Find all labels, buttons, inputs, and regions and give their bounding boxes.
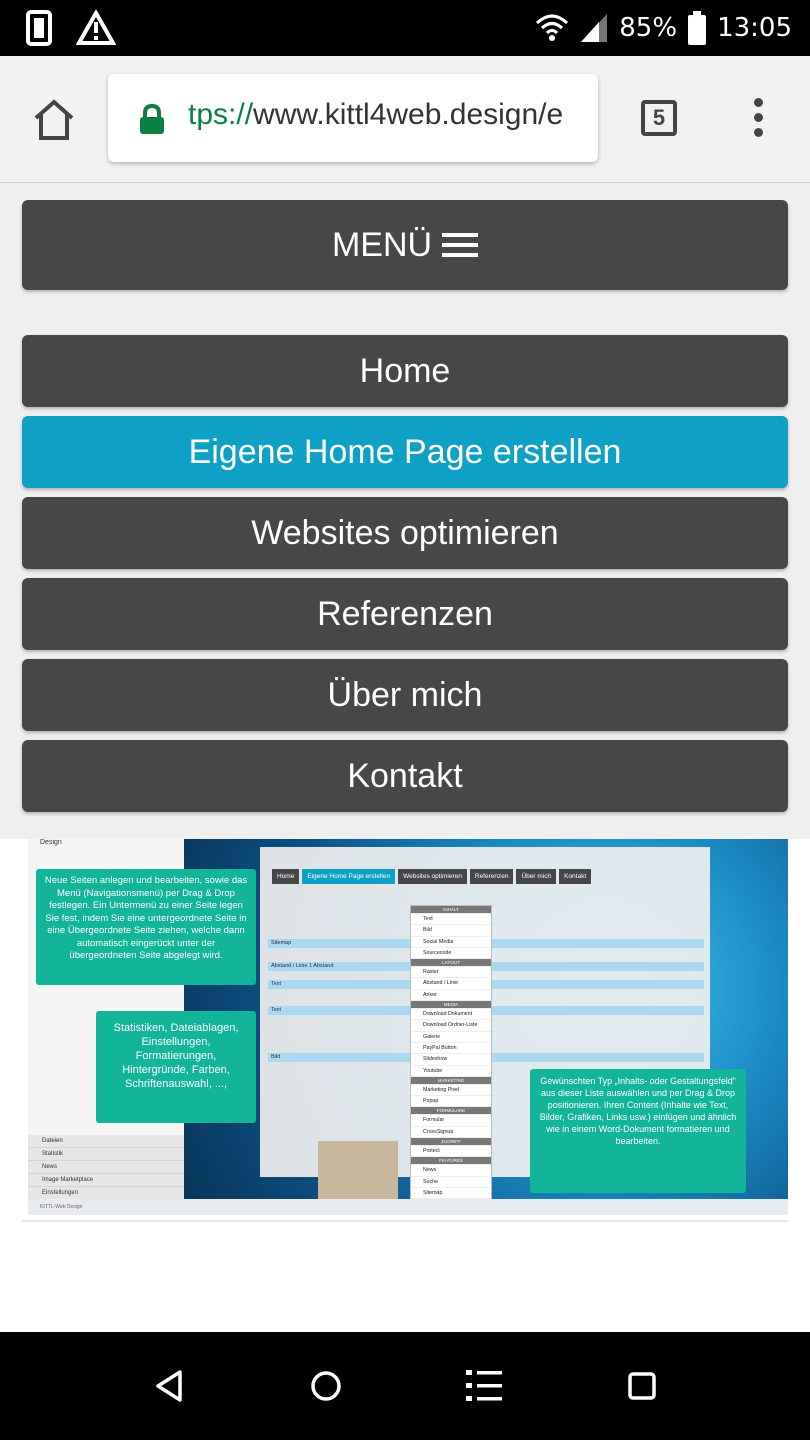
nav-item-websites-optimieren[interactable]: Websites optimieren [22,497,788,569]
callout-pages: Neue Seiten anlegen und bearbeiten, sowie das Menü (Navigationsmenü) per Drag & Drop festlegen. Ein Untermenü zu einer Seite legen Sie fest, indem Sie eine untergeordnete Seite in eine Übergeordnete Seite ziehen, welche dann automatisch eingerückt unter der übergeordneten Seite abgelegt wird. [36,869,256,985]
hamburger-icon [442,233,478,257]
menu-list-icon[interactable] [464,1366,504,1406]
menu-section-header: LAYOUT [411,959,491,967]
content-divider [22,1220,788,1222]
signal-icon [579,12,609,44]
menu-item: Abstand / Linie [411,978,491,989]
home-icon[interactable] [30,96,78,144]
nav-item-referenzen[interactable]: Referenzen [22,578,788,650]
screenshot-gallery-thumbnails [318,1141,398,1201]
menu-item: Marketing Pixel [411,1085,491,1096]
screenshot-site-nav [272,869,591,884]
menu-section-header: MARKETING [411,1077,491,1085]
cms-screenshot-image [28,839,788,1215]
menu-section-header: ZUGRIFF [411,1138,491,1146]
nav-menu [22,335,788,821]
back-icon[interactable] [150,1366,190,1406]
menu-item: PayPal Button [411,1043,491,1054]
menu-item: Text [411,914,491,925]
status-bar [0,0,810,56]
menu-item: Formular [411,1115,491,1126]
menu-section-header: MEDIA [411,1001,491,1009]
menu-item: Social Media [411,937,491,948]
menu-item: CrossSignup [411,1127,491,1138]
nav-item-home[interactable]: Home [22,335,788,407]
browser-toolbar [0,56,810,183]
screenshot-sidebar-title: Design [40,839,62,846]
screenshot-content-row: Text [268,1006,704,1015]
screenshot-sidebar-item: Dateien [28,1135,184,1148]
screenshot-nav-item: Über mich [516,869,556,884]
menu-item: Anker [411,990,491,1001]
menu-item: Download Dokument [411,1009,491,1020]
site-navigation [0,183,810,839]
menu-item: Youtube [411,1066,491,1077]
menu-item: News [411,1165,491,1176]
menu-item: Slideshow [411,1054,491,1065]
screenshot-sidebar-item: Einstellungen [28,1187,184,1200]
menu-item: Sourcecode [411,948,491,959]
screenshot-content-row: Abstand / Linie 1 Abstand [268,962,704,971]
screenshot-nav-item: Eigene Home Page erstellen [302,869,395,884]
url-host: www.kittl4web.design/e [253,98,564,131]
menu-item: Suche [411,1177,491,1188]
menu-toggle-button[interactable] [22,200,788,290]
menu-item: Bild [411,925,491,936]
menu-item: Popup [411,1096,491,1107]
battery-icon [687,11,707,45]
screenshot-nav-item: Referenzen [470,869,514,884]
screenshot-content-row: Sitemap [268,939,704,948]
screenshot-footer: KITTL-Web Design [28,1199,788,1215]
screenshot-nav-item: Kontakt [559,869,591,884]
recents-icon[interactable] [622,1366,662,1406]
tab-switcher-button[interactable]: 5 [641,100,677,136]
screenshot-content-type-menu [410,905,492,1207]
screenshot-nav-item: Home [272,869,299,884]
url-scheme: tps:// [188,98,254,131]
screenshot-nav-item: Websites optimieren [398,869,467,884]
menu-item: Protect [411,1146,491,1157]
callout-content-types: Gewünschten Typ „Inhalts- oder Gestaltungsfeld“ aus dieser Liste auswählen und per Drag & Drop positionieren. Ihren Content (Inhalte wie Text, Bilder, Grafiken, Links usw.) einfügen und ähnlich wie in einem Word-Dokument formatieren und bearbeiten. [530,1069,746,1193]
clock: 13:05 [717,13,792,43]
menu-section-header: FORMULARE [411,1107,491,1115]
screenshot-sidebar-item: News [28,1161,184,1174]
android-nav-bar [0,1332,810,1440]
url-text [188,98,588,132]
menu-label: MENÜ [331,225,433,264]
home-circle-icon[interactable] [306,1366,346,1406]
screenshot-content-row: Text [268,980,704,989]
menu-section-header: INHALT [411,906,491,914]
callout-settings: Statistiken, Dateiablagen, Einstellungen, Formatierungen, Hintergründe, Farben, Schriftenauswahl, ..., [96,1011,256,1123]
menu-item: Sitemap [411,1188,491,1199]
nav-item-eigene-home-page-erstellen[interactable]: Eigene Home Page erstellen [22,416,788,488]
menu-item: Galerie [411,1032,491,1043]
menu-item: Download Ordner-Liste [411,1020,491,1031]
wifi-icon [535,13,569,43]
screenshot-content-row: Bild [268,1053,704,1062]
menu-section-header: FEATURES [411,1157,491,1165]
nav-item-kontakt[interactable]: Kontakt [22,740,788,812]
url-bar[interactable] [108,74,598,162]
alert-icon [76,10,116,46]
battery-percent: 85% [619,13,678,43]
screenshot-sidebar-item: Statistik [28,1148,184,1161]
nav-item-ueber-mich[interactable]: Über mich [22,659,788,731]
screenshot-sidebar-item: Image Marketplace [28,1174,184,1187]
phone-icon [26,10,54,46]
menu-item: Raster [411,967,491,978]
screenshot-sidebar-list [28,1135,184,1200]
more-options-icon[interactable] [748,98,768,142]
lock-icon [138,104,166,134]
